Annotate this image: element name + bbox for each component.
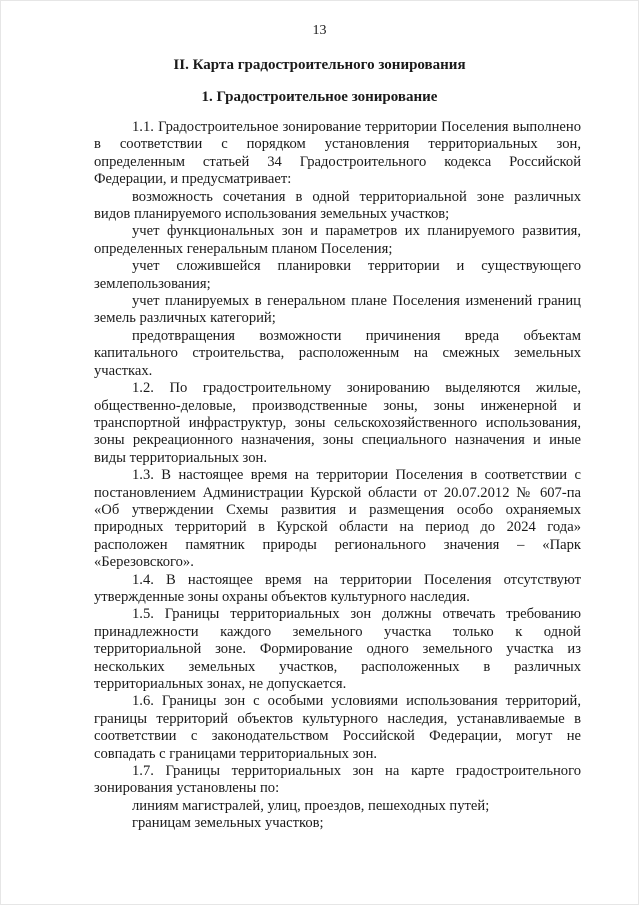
paragraph: 1.2. По градостроительному зонированию выделяются жилые, общественно-деловые, производственные зоны, зоны инженерной и транспортной инфраструктур, зоны сельскохозяйственного использования, зоны рекреационного назначения, зоны специального назначения и иные виды территориальных зон. <box>94 380 581 466</box>
paragraph: линиям магистралей, улиц, проездов, пешеходных путей; <box>132 797 490 814</box>
paragraph: учет сложившейся планировки территории и существующего землепользования; <box>94 258 581 292</box>
paragraph: учет функциональных зон и параметров их планируемого развития, определенных генеральным планом Поселения; <box>94 223 581 257</box>
paragraph: 1.5. Границы территориальных зон должны отвечать требованию принадлежности каждого земельного участка только к одной территориальной зоне. Формирование одного земельного участка из нескольких земельных участков, расположенных в различных территориальных зонах, не допускается. <box>94 606 581 692</box>
paragraph: 1.3. В настоящее время на территории Поселения в соответствии с постановлением Администрации Курской области от 20.07.2012 № 607-па «Об утверждении Схемы развития и размещения особо охраняемых природных территорий в Курской области на период до 2024 года» расположен памятник природы регионального значения – «Парк «Березовского». <box>94 467 581 571</box>
paragraph: предотвращения возможности причинения вреда объектам капитального строительства, расположенным на смежных земельных участках. <box>94 327 581 379</box>
page-number: 13 <box>312 23 327 38</box>
paragraph: возможность сочетания в одной территориальной зоне различных видов планируемого использования земельных участков; <box>94 188 581 223</box>
paragraph: 1.1. Градостроительное зонирование территории Поселения выполнено в соответствии с порядком установления территориальных зон, определенным статьей 34 Градостроительного кодекса Российской Федерации, и предусматривает: <box>94 119 581 188</box>
paragraph: 1.6. Границы зон с особыми условиями использования территорий, границы территорий объектов культурного наследия, устанавливаемые в соответствии с законодательством Российской Федерации, могут не совпадать с границами территориальных зон. <box>94 693 581 762</box>
section-title: II. Карта градостроительного зонирования <box>173 57 466 73</box>
subsection-title: 1. Градостроительное зонирование <box>201 89 438 105</box>
paragraph: учет планируемых в генеральном плане Поселения изменений границ земель различных категорий; <box>94 293 581 327</box>
paragraph: 1.7. Границы территориальных зон на карте градостроительного зонирования установлены по: <box>94 763 581 797</box>
document-body <box>94 119 581 833</box>
paragraph: границам земельных участков; <box>132 815 324 832</box>
paragraph: 1.4. В настоящее время на территории Поселения отсутствуют утвержденные зоны охраны объектов культурного наследия. <box>94 571 581 605</box>
